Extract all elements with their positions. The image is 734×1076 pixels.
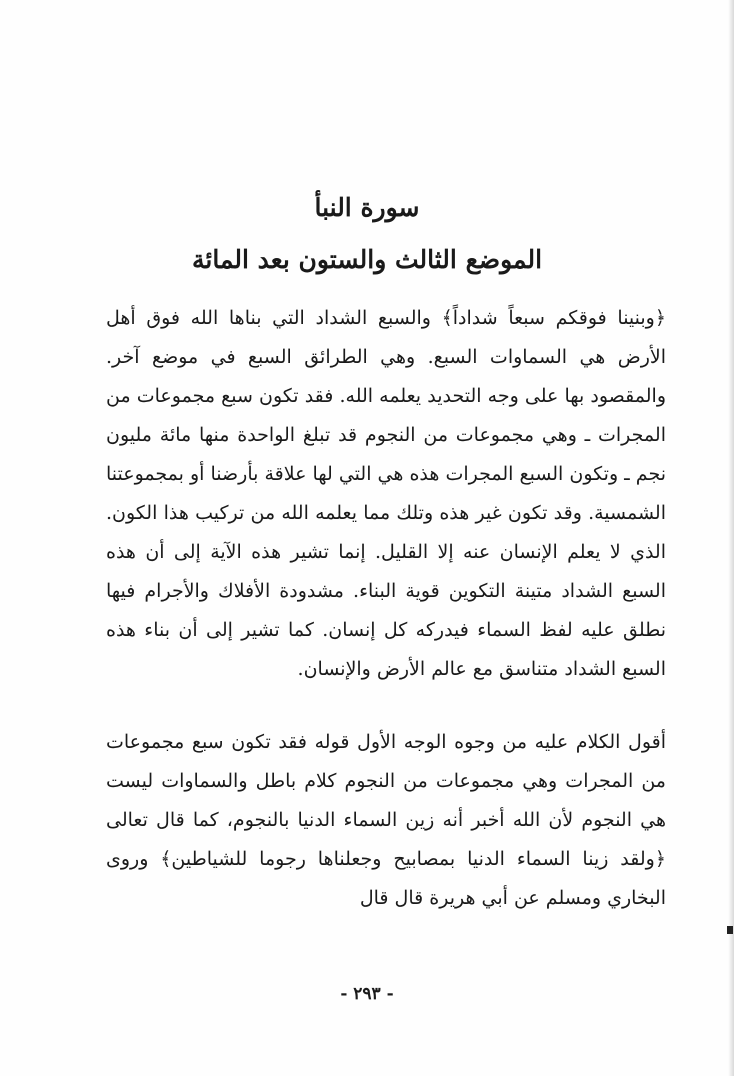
surah-title: سورة النبأ (314, 192, 420, 222)
section-title: الموضع الثالث والستون بعد المائة (191, 244, 543, 274)
page-edge-mark (727, 926, 733, 934)
paragraph-commentary: ﴿وبنينا فوقكم سبعاً شداداً﴾ والسبع الشداد التي بناها الله فوق أهل الأرض هي السماوات السبع. وهي الطرائق السبع في موضع آخر. والمقصود بها على وجه التحديد يعلمه الله. فقد تكون سبع مجموعات من المجرات ـ وهي مجموعات من النجوم قد تبلغ الواحدة منها مائة مليون نجم ـ وتكون السبع المجرات هذه هي التي لها علاقة بأرضنا أو بمجموعتنا الشمسية. وقد تكون غير هذه وتلك مما يعلمه الله من تركيب هذا الكون. الذي لا يعلم الإنسان عنه إلا القليل. إنما تشير هذه الآية إلى أن هذه السبع الشداد متينة التكوين قوية البناء. مشدودة الأفلاك والأجرام فيها نطلق عليه لفظ السماء فيدركه كل إنسان. كما تشير إلى أن بناء هذه السبع الشداد متناسق مع عالم الأرض والإنسان. (106, 307, 666, 680)
paragraph-response: أقول الكلام عليه من وجوه الوجه الأول قوله فقد تكون سبع مجموعات من المجرات وهي مجموعات من النجوم كلام باطل والسماوات ليست هي النجوم لأن الله أخبر أنه زين السماء الدنيا بالنجوم، كما قال تعالى ﴿ولقد زينا السماء الدنيا بمصابيح وجعلناها رجوما للشياطين﴾ وروى البخاري ومسلم عن أبي هريرة قال قال (106, 731, 666, 909)
page-edge-shadow (728, 0, 734, 1076)
page-number: - ٢٩٣ - (340, 984, 394, 1004)
